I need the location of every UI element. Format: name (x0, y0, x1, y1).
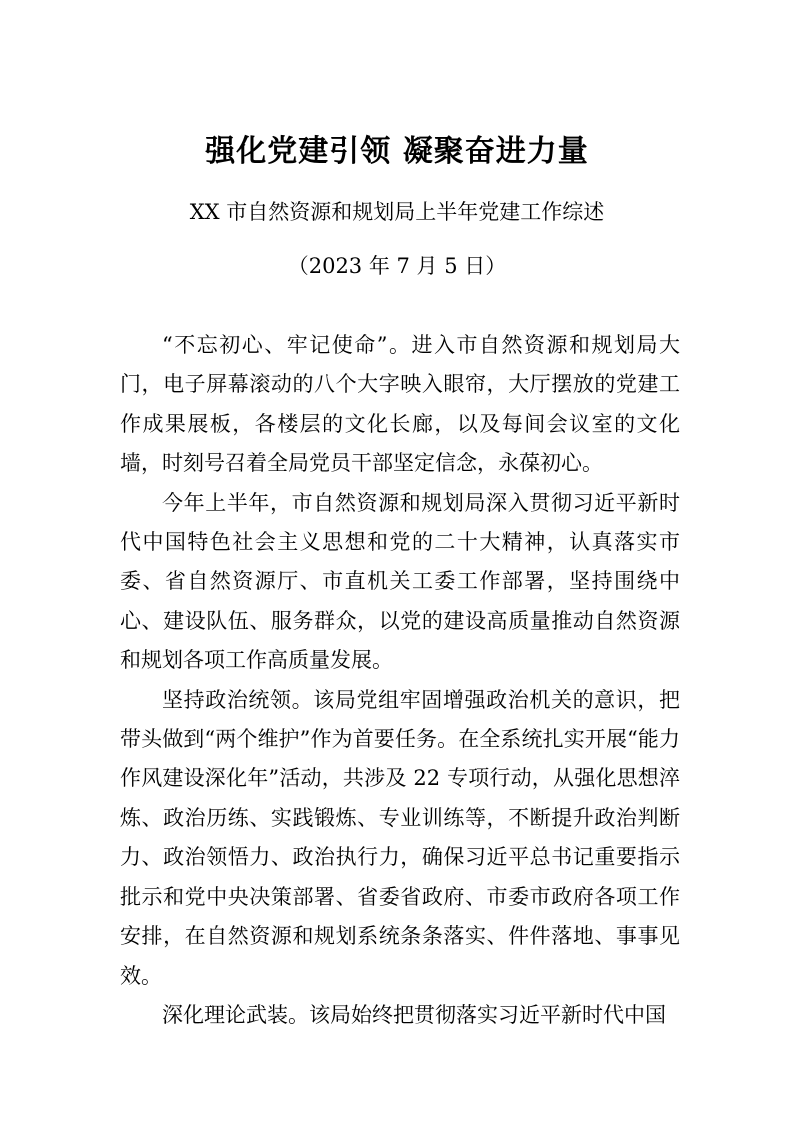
document-body (120, 326, 680, 1035)
paragraph-theory-arming: 深化理论武装。该局始终把贯彻落实习近平新时代中国 (162, 1002, 666, 1027)
document-date: （2023 年 7 月 5 日） (287, 254, 507, 278)
paragraph-political-leadership: 坚持政治统领。该局党组牢固增强政治机关的意识，把带头做到“两个维护”作为首要任务。在全系统扎实开展“能力作风建设深化年”活动，共涉及 22 专项行动，从强化思想淬炼、政治历练、实践锻炼、专业训练等，不断提升政治判断力、政治领悟力、政治执行力，确保习近平总书记重要指示批示和党中央决策部署、省委省政府、市委市政府各项工作安排，在自然资源和规划系统条条落实、件件落地、事事见效。 (120, 687, 680, 988)
document-title: 强化党建引领 凝聚奋进力量 (205, 134, 589, 169)
paragraph-overview: 今年上半年，市自然资源和规划局深入贯彻习近平新时代中国特色社会主义思想和党的二十大精神，认真落实市委、省自然资源厅、市直机关工委工作部署，坚持围绕中心、建设队伍、服务群众，以党的建设高质量推动自然资源和规划各项工作高质量发展。 (120, 490, 680, 673)
document-subtitle: XX 市自然资源和规划局上半年党建工作综述 (189, 200, 605, 224)
paragraph-intro: “不忘初心、牢记使命”。进入市自然资源和规划局大门，电子屏幕滚动的八个大字映入眼帘，大厅摆放的党建工作成果展板，各楼层的文化长廊，以及每间会议室的文化墙，时刻号召着全局党员干部坚定信念，永葆初心。 (120, 333, 680, 476)
